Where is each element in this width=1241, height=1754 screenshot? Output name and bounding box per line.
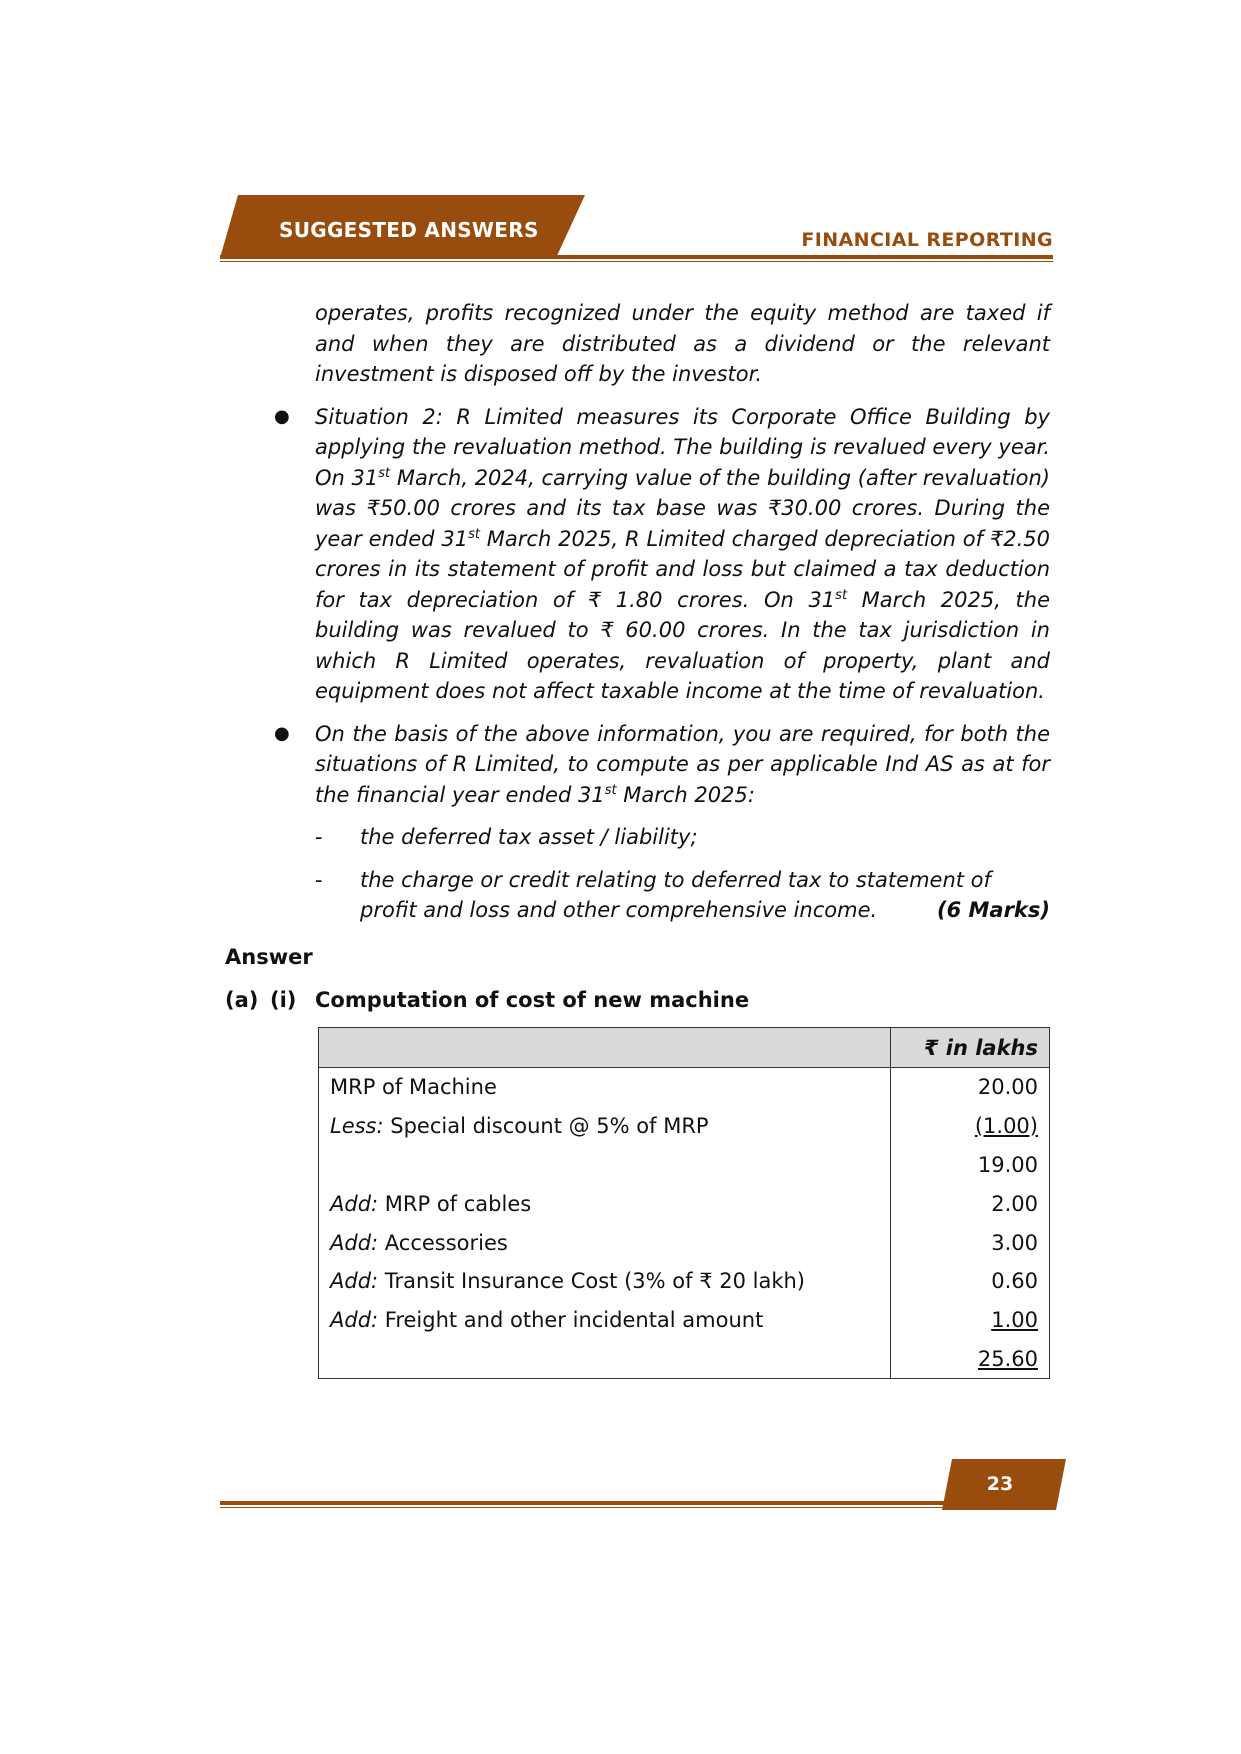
footer-rule	[220, 1501, 1053, 1505]
row-label: Special discount @ 5% of MRP	[383, 1114, 709, 1139]
table-row-total	[319, 1340, 1050, 1379]
row-label: Freight and other incidental amount	[378, 1308, 764, 1333]
row-amount: 20.00	[891, 1068, 1050, 1107]
row-amount: 19.00	[891, 1146, 1050, 1185]
bullet-icon: ●	[274, 722, 290, 744]
row-label: Accessories	[378, 1230, 508, 1255]
marks-label: (6 Marks)	[936, 898, 1050, 922]
page-number: 23	[986, 1473, 1014, 1495]
header-rule-thin	[220, 261, 1053, 262]
row-amount: 0.60	[891, 1262, 1050, 1301]
table-row: Less: Special discount @ 5% of MRP (1.00)	[319, 1107, 1050, 1146]
bullet-situation-2	[274, 402, 1051, 707]
sub-requirement-1	[315, 822, 1050, 853]
table-header-desc	[319, 1028, 891, 1068]
row-amount: 3.00	[891, 1223, 1050, 1262]
dash-mark: -	[315, 867, 323, 892]
sub-requirement-2-text: the charge or credit relating to deferred tax to statement of profit and loss and other comprehensive income. (6 Marks)	[360, 865, 1050, 926]
continuation-paragraph: operates, profits recognized under the equity method are taxed if and when they are distributed as a dividend or the relevant investment is disposed off by the investor.	[315, 301, 1050, 386]
row-amount: (1.00)	[891, 1107, 1050, 1146]
total-amount: 25.60	[891, 1340, 1050, 1379]
row-label: MRP of Machine	[330, 1075, 497, 1100]
header-tab-label: SUGGESTED ANSWERS	[279, 218, 539, 242]
table-row	[319, 1146, 1050, 1185]
footer-rule-thin	[220, 1507, 1053, 1508]
requirement-text: On the basis of the above information, you are required, for both the situations of R Limited, to compute as per applicable Ind AS as at for the financial year ended 31st March 2025:	[315, 721, 1050, 807]
answer-heading: Answer	[225, 945, 313, 969]
sub-requirement-2	[315, 865, 1050, 926]
bullet-icon: ●	[274, 405, 290, 427]
table-row	[319, 1068, 1050, 1107]
bullet-requirement	[274, 719, 1050, 811]
header-subject: FINANCIAL REPORTING	[801, 229, 1053, 251]
header-rule	[220, 255, 1053, 259]
table-header-row	[319, 1028, 1050, 1068]
computation-title: Computation of cost of new machine	[315, 988, 750, 1012]
answer-subpart-label: (i)	[270, 988, 297, 1012]
row-label: MRP of cables	[378, 1191, 532, 1216]
table-row: Add: MRP of cables 2.00	[319, 1184, 1050, 1223]
situation-2-text: Situation 2: R Limited measures its Corporate Office Building by applying the revaluation method. The building is revalued every year. On 31st March, 2024, carrying value of the building (after revaluation) was ₹50.00 crores and its tax base was ₹30.00 crores. During the year ended 31st March 2025, R Limited charged depreciation of ₹2.50 crores in its statement of profit and loss but claimed a tax deduction for tax depreciation of ₹ 1.80 crores. On 31st March 2025, the building was revalued to ₹ 60.00 crores. In the tax jurisdiction in which R Limited operates, revaluation of property, plant and equipment does not affect taxable income at the time of revaluation.	[315, 404, 1051, 703]
sub-requirement-1-text: the deferred tax asset / liability;	[360, 825, 698, 849]
question-body	[274, 298, 1051, 926]
table-row: Add: Freight and other incidental amount 1.00	[319, 1301, 1050, 1340]
row-amount: 2.00	[891, 1184, 1050, 1223]
table-header-amount: ₹ in lakhs	[891, 1028, 1050, 1068]
cost-table	[318, 1027, 1050, 1379]
answer-part-label: (a)	[225, 988, 259, 1012]
table-row: Add: Accessories 3.00	[319, 1223, 1050, 1262]
row-label: Transit Insurance Cost (3% of ₹ 20 lakh)	[378, 1269, 805, 1294]
table-row: Add: Transit Insurance Cost (3% of ₹ 20 lakh) 0.60	[319, 1262, 1050, 1301]
dash-mark: -	[315, 825, 323, 849]
row-amount: 1.00	[891, 1301, 1050, 1340]
